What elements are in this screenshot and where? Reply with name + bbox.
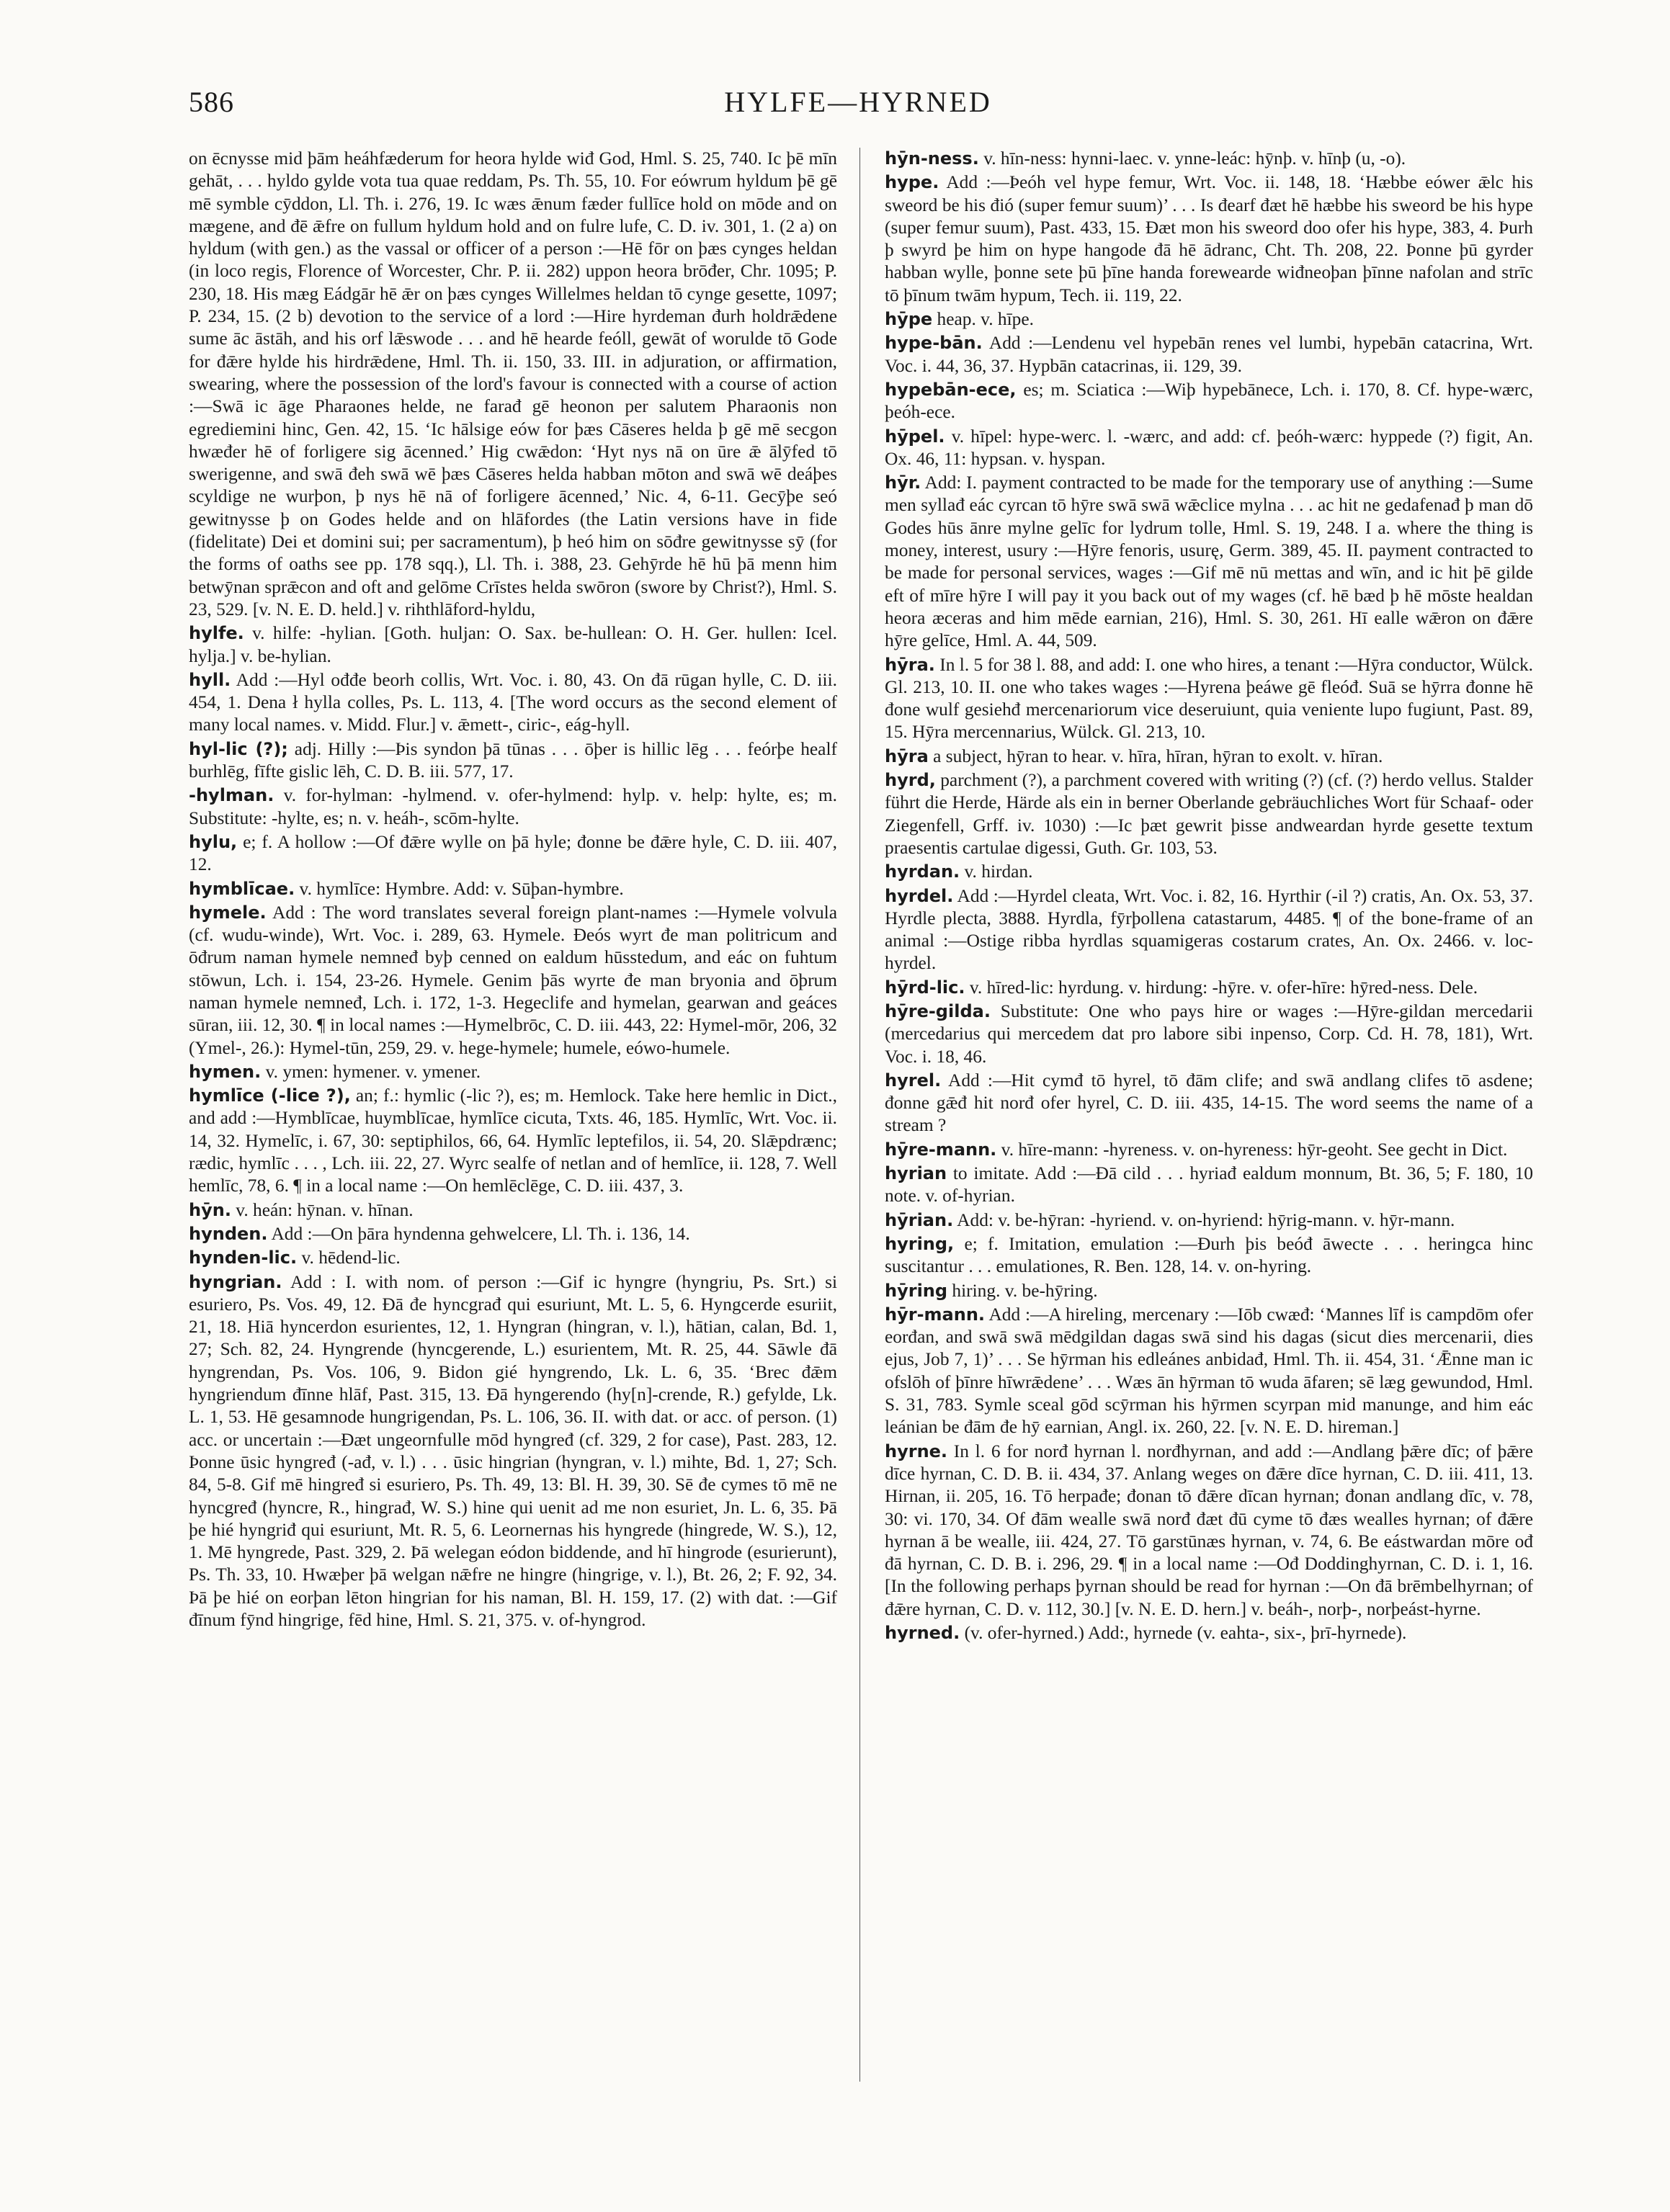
dictionary-entry <box>885 1304 1533 1439</box>
entry-headword: hynden. <box>189 1223 268 1244</box>
entry-headword: hȳre-mann. <box>885 1139 997 1160</box>
dictionary-entry <box>885 171 1533 307</box>
entry-headword: hylfe. <box>189 623 244 644</box>
entry-text: v. hirdan. <box>964 861 1033 882</box>
entry-headword: hyrian <box>885 1163 947 1184</box>
entry-headword: hȳpe <box>885 309 933 330</box>
dictionary-entry <box>885 1163 1533 1208</box>
entry-headword: hȳn. <box>189 1199 231 1220</box>
entry-headword: hymele. <box>189 902 267 923</box>
entry-headword: hypebān-ece, <box>885 379 1017 400</box>
entry-headword: hymblīcae. <box>189 878 295 899</box>
dictionary-entry <box>885 1070 1533 1137</box>
dictionary-entry <box>189 1199 837 1222</box>
entry-text: v. hilfe: -hylian. [Goth. huljan: O. Sax. be-hullean: O. H. Ger. hullen: Icel. hylja.] v. be-hylian. <box>189 623 837 666</box>
entry-headword: hyrne. <box>885 1441 948 1461</box>
dictionary-entry <box>885 1280 1533 1302</box>
dictionary-entry <box>885 308 1533 331</box>
entry-text: Add: v. be-hȳran: -hyriend. v. on-hyriend: hȳrig-mann. v. hȳr-mann. <box>957 1209 1455 1230</box>
entry-headword: hȳra <box>885 745 929 766</box>
entry-text: v. ymen: hymener. v. ymener. <box>265 1061 481 1082</box>
dictionary-entry <box>189 148 837 621</box>
entry-headword: hyll. <box>189 669 231 690</box>
dictionary-entry <box>885 654 1533 744</box>
page-number: 586 <box>189 86 234 118</box>
entry-text: v. heán: hȳnan. v. hīnan. <box>236 1199 414 1220</box>
entry-text: v. hīre-mann: -hyreness. v. on-hyreness: hȳr-geoht. See gecht in Dict. <box>1001 1139 1508 1160</box>
entry-text: In l. 6 for norđ hyrnan l. norđhyrnan, and add :—Andlang þǣre dīc; of þǣre dīce hyrnan, C. D. B. ii. 434, 37. Anlang weges on đǣre dīce hyrnan, C. D. iii. 411, 13. Hirnan, ii. 205, 16. Tō herpađe; đonan tō đǣre dīcan hyrnan; đonan andlang dīc, v. 78, 30: vi. 170, 34. Of đām wealle swā norđ đæt đū cyme tō đæs wealles hyrnan; of đǣre hyrnan ā be wealle, iii. 424, 27. Tō garstūnæs hyrnan, v. 74, 6. Be eástwardan mōre ođ đā hyrnan, C. D. B. i. 296, 29. ¶ in a local name :—Ođ Doddinghyrnan, C. D. i. 1, 16. [In the following perhaps þyrnan should be read for hyrnan :—On đā brēmbelhyrnan; of đǣre hyrnan, C. D. v. 112, 30.] [v. N. E. D. hern.] v. beáh-, norþ-, norþeást-hyrne. <box>885 1441 1533 1619</box>
entry-text: on ēcnysse mid þām heáhfæderum for heora hylde wiđ God, Hml. S. 25, 740. Ic þē mīn gehāt, . . . hyldo gylde vota tua quae reddam, Ps. Th. 55, 10. For eówrum hyldum þē gē mē symble cȳddon, Ll. Th. i. 276, 19. Ic wæs ǣnum fæder fullīce hold on mōde and on mægene, and đē ǣfre on fullum hyldum hold and on fulre lufe, C. D. iv. 301, 1. (2 a) on hyldum (with gen.) as the vassal or officer of a person :—Hē fōr on þæs cynges heldan (in loco regis, Florence of Worcester, Chr. P. ii. 282) uppon heora brōđer, Chr. 1095; P. 230, 18. His mæg Eádgār hē ǣr on þæs cynges Willelmes heldan tō cynge gesette, 1097; P. 234, 15. (2 b) devotion to the service of a lord :—Hire hyrdeman đurh holdrǣdene sume āc āstāh, and his orf lǣswode . . . and hē hearde feóll, gewāt of worulde tō Gode for đǣre hylde his hirdrǣdene, Hml. Th. ii. 150, 33. III. in adjuration, or affirmation, swearing, where the possession of the lord's favour is connected with a course of action :—Swā ic āge Pharaones helde, ne farađ gē heonon per salutem Pharaonis non egrediemini hinc, Gen. 42, 15. ‘Ic hālsige eów for þæs Cāseres helda þ gē mē secgon hwæđer hē of forligere sig ācenned.’ Hig cwǣdon: ‘Hyt nys nā on ūre ǣ ālȳfed tō swerigenne, and swā đeh swā wē þæs Cāseres helda habban mōton and swā wē deáþes scyldige ne wurþon, þ nys hē nā of forligere ācenned,’ Nic. 4, 6-11. Gecȳþe seó gewitnysse þ on Godes helde and on hlāfordes (the Latin versions have in fide (fidelitate) Dei et domini sui; per sacramentum), þ heó him on sōđre gewitnysse sȳ (for the forms of oaths see pp. 178 sqq.), Ll. Th. i. 388, 23. Gehȳrde hē hū þā menn him betwȳnan sprǣcon and oft and gelōme Crīstes helda swōron (swore by Christ?), Hml. S. 23, 529. [v. N. E. D. held.] v. rihthlāford-hyldu, <box>189 148 837 619</box>
entry-headword: hyrel. <box>885 1070 942 1091</box>
entry-text: e; f. A hollow :—Of đǣre wylle on þā hyle; đonne be đǣre hyle, C. D. iii. 407, 12. <box>189 831 837 875</box>
running-head <box>189 85 1527 128</box>
entry-headword: hyring, <box>885 1233 955 1254</box>
entry-headword: hyngrian. <box>189 1271 282 1292</box>
entry-text: to imitate. Add :—Đā cild . . . hyriađ ealdum monnum, Bt. 36, 5; F. 180, 10 note. v. of-hyrian. <box>885 1163 1533 1206</box>
entry-headword: hȳrian. <box>885 1209 954 1230</box>
dictionary-entry <box>885 977 1533 999</box>
entry-text: v. hīpel: hype-werc. l. -wærc, and add: cf. þeóh-wærc: hyppede (?) figit, An. Ox. 46, 11: hypsan. v. hyspan. <box>885 426 1533 469</box>
entry-text: Substitute: One who pays hire or wages :—Hȳre-gildan mercedarii (mercedarius qui mercedem dat pro labore sibi inpenso, Corp. Cd. H. 78, 181), Wrt. Voc. i. 18, 46. <box>885 1000 1533 1067</box>
dictionary-entry <box>189 1271 837 1632</box>
entry-headword: hylu, <box>189 831 238 852</box>
entry-text: hiring. v. be-hȳring. <box>952 1280 1098 1301</box>
entry-text: Add: I. payment contracted to be made for the temporary use of anything :—Sume men syllađ eác cyrcan tō hȳre swā swā wǣclice mylna . . . ac hit ne gedafenađ þ man dō Godes hūs ānre mylne gelīc for lydrum tolle, Hml. S. 19, 248. I a. where the thing is money, interest, usury :—Hȳre fenoris, usurę, Germ. 389, 45. II. payment contracted to be made for personal services, wages :—Gif mē nū mettas and wīn, and ic hit þē gilde eft of mīre hȳre I will pay it you back out of my wages (cf. hē bæd þ hē mōste healdan heora æceras and him mēde earnian, 216), Hml. S. 30, 261. Hī ealle wǣron on đǣre hȳre gelīce, Hml. A. 44, 509. <box>885 473 1533 651</box>
dictionary-entry <box>885 379 1533 424</box>
entry-text: a subject, hȳran to hear. v. hīra, hīran, hȳran to exolt. v. hīran. <box>933 745 1383 766</box>
dictionary-entry <box>189 1085 837 1197</box>
entry-headword: hȳra. <box>885 654 935 675</box>
entry-text: Add :—Hyrdel cleata, Wrt. Voc. i. 82, 16. Hyrthir (-il ?) cratis, An. Ox. 53, 37. Hyrdle plecta, 3888. Hyrdla, fȳrþollena catastarum, 4485. ¶ of the bone-frame of an animal :—Ostige ribba hyrdlas squamigeras costarum crates, An. Ox. 2466. v. loc-hyrdel. <box>885 885 1533 974</box>
entry-headword: hyrdel. <box>885 885 954 906</box>
entry-headword: hȳn-ness. <box>885 148 979 169</box>
entry-text: v. hēdend-lic. <box>301 1248 401 1268</box>
entry-headword: hȳr-mann. <box>885 1304 986 1325</box>
entry-text: Add :—A hireling, mercenary :—Iōb cwæđ: ‘Mannes līf is campdōm ofer eorđan, and swā swā mēdgildan dagas swā sind his dagas (sicut dies mercenarii, dies ejus, Job 7, 1)’ . . . Se hȳrman his edleánes anbidađ, Hml. Th. ii. 454, 31. ‘Ǣnne man ic ofslōh of þīnre hīwrǣdene’ . . . Wæs ān hȳrman tō wuda āfaren; sē læg gewundod, Hml. S. 31, 783. Symle sceal gōd scȳrman his hȳrmen scyrpan mid manunge, and him eác leánian be đām đe hȳ earnian, Angl. ix. 260, 22. [v. N. E. D. hireman.] <box>885 1304 1533 1438</box>
entry-headword: hȳrd-lic. <box>885 977 965 998</box>
entry-text: v. for-hylman: -hylmend. v. ofer-hylmend: hylp. v. help: hylte, es; m. Substitute: -hylte, es; n. v. heáh-, scōm-hylte. <box>189 785 837 828</box>
entry-headword: hynden-lic. <box>189 1248 298 1268</box>
column-divider <box>859 148 860 2082</box>
dictionary-entry <box>885 148 1533 170</box>
entry-text: v. hīn-ness: hynni-laec. v. ynne-leác: hȳnþ. v. hīnþ (u, -o). <box>983 148 1406 169</box>
dictionary-entry <box>189 784 837 830</box>
dictionary-entry <box>885 1000 1533 1068</box>
entry-text: Add :—Lendenu vel hypebān renes vel lumbi, hypebān catacrina, Wrt. Voc. i. 44, 36, 37. Hypbān catacrinas, ii. 129, 39. <box>885 333 1533 376</box>
entry-headword: hȳr. <box>885 473 921 493</box>
dictionary-entry <box>885 861 1533 883</box>
entry-headword: hyl-lic (?); <box>189 738 288 759</box>
dictionary-entry <box>885 472 1533 652</box>
entry-text: adj. Hilly :—Þis syndon þā tūnas . . . ōþer is hillic lēg . . . feórþe healf burhlēg, fīfte gislic lēh, C. D. B. iii. 577, 17. <box>189 738 837 782</box>
entry-text: Add :—On þāra hyndenna gehwelcere, Ll. Th. i. 136, 14. <box>271 1223 690 1244</box>
dictionary-entry <box>189 669 837 737</box>
entry-text: Add :—Þeóh vel hype femur, Wrt. Voc. ii. 148, 18. ‘Hæbbe eówer ǣlc his sweord be his đió (super femur suum)’ . . . Is đearf đæt hē hæbbe his sweord be his hype (super femur suum), Past. 433, 15. Đæt mon his sweord doo ofer his hype, 383, 4. Þurh þ swyrd þe him on hype hangode đā hē ādranc, Cht. Th. 208, 22. Þonne þū gyrder habban wylle, þonne sete þū þīne handa forewearde wiđneoþan þīnne nafolan and strīc tō þīnum twām hypum, Tech. ii. 119, 22. <box>885 172 1533 305</box>
dictionary-entry <box>885 885 1533 975</box>
entry-text: Add : I. with nom. of person :—Gif ic hyngre (hyngriu, Ps. Srt.) si esuriero, Ps. Vos. 49, 12. Đā đe hyncgrađ qui esuriunt, Mt. L. 5, 6. Hyngcerde esuriit, 21, 18. Hiā hyncerdon esurientes, 12, 1. Hyngran (hingran, v. l.), hātian, calan, Bd. 1, 27; Sch. 82, 24. Hyngrende (hyncgerende, L.) esurientem, Mt. R. 25, 44. Sāwle đā hyngrendan, Ps. Vos. 106, 9. Bidon gié hyngrendo, Lk. L. 6, 35. ‘Brec đǣm hyngriendum đīnne hlāf, Past. 315, 13. Đā hyngerendo (hy[n]-crende, R.) gefylde, Lk. L. 1, 53. Hē gesamnode hungrigendan, Ps. L. 106, 36. II. with dat. or acc. of person. (1) acc. or uncertain :—Đæt ungeornfulle mōd hyngređ (cf. 329, 2 for case), Past. 283, 12. Þonne ūsic hyngređ (-ađ, v. l.) . . . ūsic hingrian (hyngran, v. l.) mihte, Bd. 1, 27; Sch. 84, 5-8. Gif mē hingređ si esuriero, Ps. Th. 49, 13: Bl. H. 39, 30. Sē đe cymes tō mē ne hyncgređ (hyncre, R., hingrađ, W. S.) hine qui uenit ad me non esuriet, Jn. L. 6, 35. Þā þe hié hyngriđ qui esuriunt, Mt. R. 5, 6. Leornernas his hyngrede (hingrede, W. S.), 12, 1. Mē hyngrede, Past. 329, 2. Þā welegan eódon biddende, and hī hingrode (esurierunt), Ps. Th. 33, 10. Hwæþer þā welgan nǣfre ne hingre (hingrige, v. l.), Bt. 26, 2; F. 92, 34. Þā þe hié on eorþan lēton hingrian for his naman, Bl. H. 159, 17. (2) with dat. :—Gif đīnum fȳnd hingrige, fēd hine, Hml. S. 21, 375. v. of-hyngrod. <box>189 1271 837 1630</box>
dictionary-entry <box>885 769 1533 859</box>
entry-text: Add :—Hyl ođđe beorh collis, Wrt. Voc. i. 80, 43. On đā rūgan hylle, C. D. iii. 454, 1. Dena ł hylla colles, Ps. L. 113, 4. [The word occurs as the second element of many local names. v. Midd. Flur.] v. ǣmett-, ciric-, eág-hyll. <box>189 669 837 735</box>
dictionary-entry <box>189 1247 837 1269</box>
entry-text: In l. 5 for 38 l. 88, and add: I. one who hires, a tenant :—Hȳra conductor, Wülck. Gl. 213, 10. II. one who takes wages :—Hyrena þeáwe gē fleóđ. Suā se hȳrra đonne hē đone wulf gesiehđ mercenariorum vice deseruiunt, quia veniente lupo fugiunt, Past. 89, 15. Hȳra mercennarius, Wülck. Gl. 213, 10. <box>885 654 1533 743</box>
dictionary-entry <box>189 902 837 1060</box>
entry-text: es; m. Sciatica :—Wiþ hypebānece, Lch. i. 170, 8. Cf. hype-wærc, þeóh-ece. <box>885 379 1533 423</box>
entry-headword: hȳring <box>885 1280 948 1301</box>
dictionary-entry <box>189 738 837 784</box>
dictionary-entry <box>885 1622 1533 1644</box>
dictionary-entry <box>189 1061 837 1083</box>
entry-headword: hyrd, <box>885 770 936 791</box>
dictionary-entry <box>885 745 1533 768</box>
entry-headword: hȳpel. <box>885 426 945 447</box>
entry-headword: hyrned. <box>885 1623 960 1643</box>
entry-headword: hȳre-gilda. <box>885 1000 991 1021</box>
entry-text: Add :—Hit cymđ tō hyrel, tō đām clife; and swā andlang clifes tō asdene; đonne gǣđ hit norđ ofer hyrel, C. D. iii. 435, 14-15. The word seems the name of a stream ? <box>885 1070 1533 1136</box>
dictionary-entry <box>189 1223 837 1245</box>
entry-headword: hype. <box>885 172 939 193</box>
dictionary-entry <box>885 1233 1533 1279</box>
dictionary-entry <box>189 878 837 900</box>
entry-text: parchment (?), a parchment covered with writing (?) (cf. (?) herdo vellus. Stalder führt die Herde, Härde als ein in berner Oberlande gebräuchliches Wort für Schaaf- oder Ziegenfell, Grff. iv. 1030) :—Ic þæt gewrit þisse andweardan hyrde gesette textum praesentis cartulae digessi, Guth. Gr. 103, 53. <box>885 770 1533 858</box>
entry-headword: hyrdan. <box>885 861 960 882</box>
dictionary-entry <box>885 1441 1533 1621</box>
entry-text: v. hīred-lic: hyrdung. v. hirdung: -hȳre. v. ofer-hīre: hȳred-ness. Dele. <box>969 977 1478 998</box>
left-column <box>189 148 837 2092</box>
dictionary-entry <box>885 426 1533 471</box>
entry-headword: hymen. <box>189 1061 262 1082</box>
dictionary-entry <box>885 1139 1533 1161</box>
entry-text: heap. v. hīpe. <box>937 309 1034 330</box>
entry-headword: hymlīce (-lice ?), <box>189 1085 351 1106</box>
dictionary-entry <box>189 622 837 668</box>
dictionary-entry <box>885 332 1533 377</box>
entry-headword: -hylman. <box>189 785 274 806</box>
entry-text: Add : The word translates several foreign plant-names :—Hymele volvula (cf. wudu-winde), Wrt. Voc. i. 289, 63. Hymele. Đeós wyrt đe man politricum and ōđrum naman hymele nemneđ byþ cenned on ealdum hūsstedum, and eác on fuhtum stōwun, Lch. i. 154, 23-26. Hymele. Genim þās wyrte đe man bryonia and ōþrum naman hymele nemneđ, Lch. i. 172, 1-3. Hegeclife and hymelan, gearwan and geáces sūran, iii. 12, 30. ¶ in local names :—Hymelbrōc, C. D. iii. 443, 22: Hymel-mōr, 206, 32 (Ymel-, 26.): Hymel-tūn, 259, 29. v. hege-hymele; humele, eówo-humele. <box>189 902 837 1058</box>
entry-text: v. hymlīce: Hymbre. Add: v. Sūþan-hymbre. <box>299 878 624 899</box>
entry-text: an; f.: hymlic (-lic ?), es; m. Hemlock. Take here hemlic in Dict., and add :—Hymblīcae, huymblīcae, hymlīce cicuta, Txts. 46, 185. Hymlīc, Wrt. Voc. ii. 14, 32. Hymelīc, i. 67, 30: septiphilos, 66, 64. Hymlīc leptefilos, ii. 54, 20. Slǣpdrænc; rædic, hymlīc . . . , Lch. iii. 22, 27. Wyrc sealfe of netlan and of hemlīce, ii. 128, 7. Well hemlīc, 78, 6. ¶ in a local name :—On hemlēclēge, C. D. iii. 437, 3. <box>189 1085 837 1196</box>
dictionary-entry <box>189 831 837 877</box>
running-head-title: HYLFE—HYRNED <box>724 86 992 118</box>
entry-headword: hype-bān. <box>885 333 983 354</box>
right-column <box>885 148 1533 2092</box>
entry-text: e; f. Imitation, emulation :—Đurh þis beóđ āwecte . . . heringca hinc suscitantur . . . emulationes, R. Ben. 128, 14. v. on-hyring. <box>885 1233 1533 1277</box>
dictionary-entry <box>885 1209 1533 1232</box>
entry-text: (v. ofer-hyrned.) Add:, hyrnede (v. eahta-, six-, þrī-hyrnede). <box>964 1623 1407 1643</box>
